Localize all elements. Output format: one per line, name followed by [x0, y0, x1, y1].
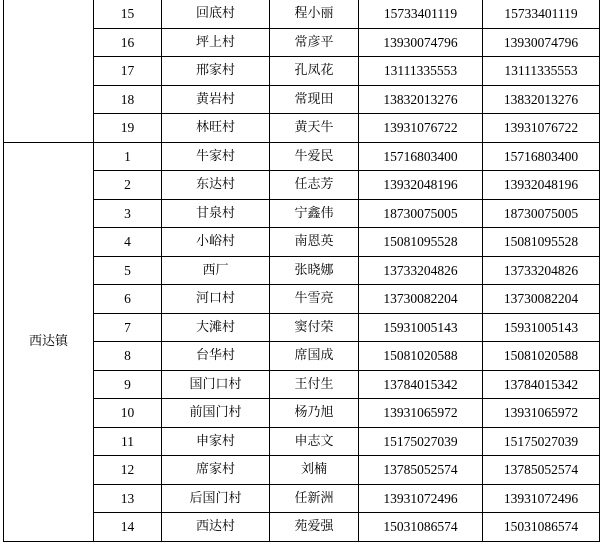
phone-number-primary-cell: 13931072496 — [359, 484, 483, 513]
phone-number-primary-cell: 13930074796 — [359, 28, 483, 57]
row-number-cell: 10 — [94, 399, 162, 428]
phone-number-secondary-cell: 15081020588 — [483, 342, 600, 371]
phone-number-secondary-cell: 15733401119 — [483, 0, 600, 28]
phone-number-secondary-cell: 13931072496 — [483, 484, 600, 513]
row-number-cell: 7 — [94, 313, 162, 342]
row-number-cell: 3 — [94, 199, 162, 228]
row-number-cell: 6 — [94, 285, 162, 314]
phone-number-primary-cell: 15175027039 — [359, 427, 483, 456]
contact-person-cell: 程小丽 — [270, 0, 359, 28]
table-row — [4, 342, 600, 371]
phone-number-secondary-cell: 13785052574 — [483, 456, 600, 485]
phone-number-secondary-cell: 13733204826 — [483, 256, 600, 285]
phone-number-secondary-cell: 13931065972 — [483, 399, 600, 428]
town-name-cell: 西达镇 — [4, 142, 94, 541]
phone-number-primary-cell: 13785052574 — [359, 456, 483, 485]
phone-number-primary-cell: 13730082204 — [359, 285, 483, 314]
row-number-cell: 13 — [94, 484, 162, 513]
table-row — [4, 427, 600, 456]
row-number-cell: 8 — [94, 342, 162, 371]
table-row — [4, 0, 600, 28]
phone-number-secondary-cell: 15031086574 — [483, 513, 600, 542]
table-row — [4, 114, 600, 143]
contact-person-cell: 常现田 — [270, 85, 359, 114]
village-name-cell: 西达村 — [162, 513, 270, 542]
phone-number-secondary-cell: 15081095528 — [483, 228, 600, 257]
village-name-cell: 西厂 — [162, 256, 270, 285]
phone-number-secondary-cell: 13932048196 — [483, 171, 600, 200]
contact-person-cell: 牛爱民 — [270, 142, 359, 171]
village-name-cell: 牛家村 — [162, 142, 270, 171]
table-row — [4, 313, 600, 342]
contact-person-cell: 黄天牛 — [270, 114, 359, 143]
phone-number-secondary-cell: 13784015342 — [483, 370, 600, 399]
contact-person-cell: 任志芳 — [270, 171, 359, 200]
contact-person-cell: 王付生 — [270, 370, 359, 399]
phone-number-secondary-cell: 18730075005 — [483, 199, 600, 228]
row-number-cell: 12 — [94, 456, 162, 485]
contact-person-cell: 牛雪亮 — [270, 285, 359, 314]
village-name-cell: 回底村 — [162, 0, 270, 28]
contact-person-cell: 南恩英 — [270, 228, 359, 257]
row-number-cell: 17 — [94, 57, 162, 86]
village-name-cell: 台华村 — [162, 342, 270, 371]
contact-person-cell: 宁鑫伟 — [270, 199, 359, 228]
contact-person-cell: 刘楠 — [270, 456, 359, 485]
village-name-cell: 黄岩村 — [162, 85, 270, 114]
table-row — [4, 85, 600, 114]
phone-number-primary-cell: 13931065972 — [359, 399, 483, 428]
town-name-cell — [4, 0, 94, 142]
contact-person-cell: 张晓娜 — [270, 256, 359, 285]
village-name-cell: 大滩村 — [162, 313, 270, 342]
table-row — [4, 484, 600, 513]
phone-number-primary-cell: 13784015342 — [359, 370, 483, 399]
row-number-cell: 15 — [94, 0, 162, 28]
row-number-cell: 14 — [94, 513, 162, 542]
phone-number-primary-cell: 13733204826 — [359, 256, 483, 285]
phone-number-primary-cell: 15931005143 — [359, 313, 483, 342]
village-name-cell: 东达村 — [162, 171, 270, 200]
phone-number-secondary-cell: 13111335553 — [483, 57, 600, 86]
phone-number-primary-cell: 13111335553 — [359, 57, 483, 86]
village-name-cell: 国门口村 — [162, 370, 270, 399]
phone-number-primary-cell: 15081095528 — [359, 228, 483, 257]
contact-person-cell: 孔凤花 — [270, 57, 359, 86]
village-name-cell: 林旺村 — [162, 114, 270, 143]
village-name-cell: 后国门村 — [162, 484, 270, 513]
phone-number-secondary-cell: 13931076722 — [483, 114, 600, 143]
village-name-cell: 河口村 — [162, 285, 270, 314]
row-number-cell: 5 — [94, 256, 162, 285]
row-number-cell: 4 — [94, 228, 162, 257]
contact-roster-table — [3, 0, 600, 542]
contact-person-cell: 席国成 — [270, 342, 359, 371]
table-row — [4, 456, 600, 485]
table-row — [4, 57, 600, 86]
table-row — [4, 28, 600, 57]
contact-person-cell: 苑爱强 — [270, 513, 359, 542]
phone-number-secondary-cell: 15716803400 — [483, 142, 600, 171]
row-number-cell: 16 — [94, 28, 162, 57]
table-row — [4, 142, 600, 171]
table-row — [4, 370, 600, 399]
phone-number-primary-cell: 15031086574 — [359, 513, 483, 542]
row-number-cell: 9 — [94, 370, 162, 399]
row-number-cell: 2 — [94, 171, 162, 200]
phone-number-primary-cell: 18730075005 — [359, 199, 483, 228]
contact-person-cell: 申志文 — [270, 427, 359, 456]
phone-number-primary-cell: 15733401119 — [359, 0, 483, 28]
village-name-cell: 申家村 — [162, 427, 270, 456]
row-number-cell: 19 — [94, 114, 162, 143]
row-number-cell: 1 — [94, 142, 162, 171]
phone-number-secondary-cell: 13730082204 — [483, 285, 600, 314]
phone-number-primary-cell: 13932048196 — [359, 171, 483, 200]
row-number-cell: 18 — [94, 85, 162, 114]
phone-number-primary-cell: 15081020588 — [359, 342, 483, 371]
phone-number-primary-cell: 13832013276 — [359, 85, 483, 114]
table-row — [4, 228, 600, 257]
phone-number-secondary-cell: 15175027039 — [483, 427, 600, 456]
phone-number-secondary-cell: 13930074796 — [483, 28, 600, 57]
village-name-cell: 邢家村 — [162, 57, 270, 86]
contact-person-cell: 常彦平 — [270, 28, 359, 57]
phone-number-primary-cell: 15716803400 — [359, 142, 483, 171]
phone-number-secondary-cell: 15931005143 — [483, 313, 600, 342]
table-row — [4, 199, 600, 228]
village-name-cell: 坪上村 — [162, 28, 270, 57]
phone-number-secondary-cell: 13832013276 — [483, 85, 600, 114]
village-name-cell: 小峪村 — [162, 228, 270, 257]
contact-person-cell: 任新洲 — [270, 484, 359, 513]
table-row — [4, 256, 600, 285]
row-number-cell: 11 — [94, 427, 162, 456]
village-name-cell: 甘泉村 — [162, 199, 270, 228]
table-row — [4, 285, 600, 314]
roster-body — [4, 0, 600, 541]
phone-number-primary-cell: 13931076722 — [359, 114, 483, 143]
table-row — [4, 513, 600, 542]
table-row — [4, 171, 600, 200]
contact-person-cell: 窦付荣 — [270, 313, 359, 342]
contact-person-cell: 杨乃旭 — [270, 399, 359, 428]
table-row — [4, 399, 600, 428]
village-name-cell: 前国门村 — [162, 399, 270, 428]
village-name-cell: 席家村 — [162, 456, 270, 485]
